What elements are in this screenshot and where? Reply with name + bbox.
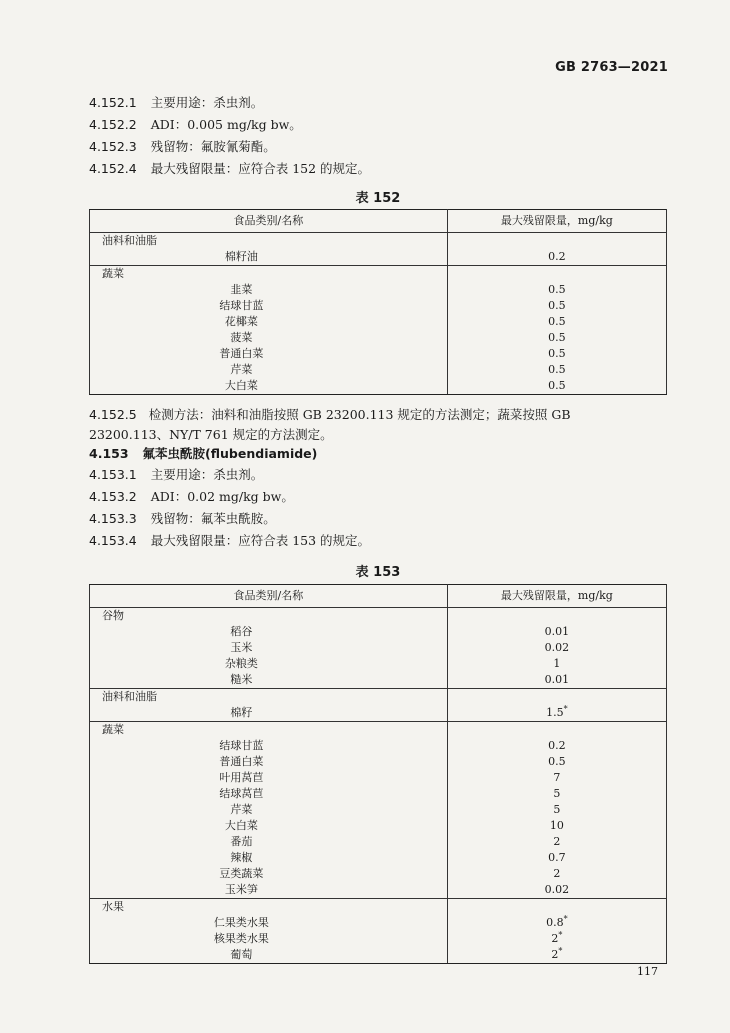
clause-text: 最大残留限量：应符合表 153 的规定。 — [150, 533, 371, 548]
table-row — [90, 656, 667, 672]
category-row — [90, 233, 667, 250]
food-name: 大白菜 — [90, 818, 448, 834]
clause-text: 主要用途：杀虫剂。 — [150, 95, 264, 110]
table-row — [90, 249, 667, 266]
food-name: 大白菜 — [90, 378, 448, 395]
table-row — [90, 770, 667, 786]
category-row — [90, 266, 667, 283]
limit-value: 1.5 — [546, 706, 564, 719]
clause-4-153-2 — [89, 488, 294, 506]
limit-value: 2 — [551, 932, 559, 945]
category-row — [90, 722, 667, 739]
footnote-marker: * — [558, 946, 563, 956]
clause-4-152-1 — [89, 94, 263, 112]
food-name: 菠菜 — [90, 330, 448, 346]
food-name: 番茄 — [90, 834, 448, 850]
column-header-food: 食品类别/名称 — [90, 585, 448, 608]
section-title: 氟苯虫酰胺(flubendiamide) — [142, 446, 318, 461]
food-name: 普通白菜 — [90, 346, 448, 362]
limit-cell — [447, 786, 666, 802]
table-153 — [89, 584, 667, 964]
limit-value: 2 — [551, 948, 559, 961]
column-header-limit: 最大残留限量，mg/kg — [447, 210, 666, 233]
limit-value: 0.2 — [548, 250, 566, 263]
limit-cell — [447, 705, 666, 722]
food-name: 花椰菜 — [90, 314, 448, 330]
section-number: 4.153 — [89, 446, 129, 461]
food-name: 叶用莴苣 — [90, 770, 448, 786]
table-row — [90, 705, 667, 722]
footnote-marker: * — [563, 704, 568, 714]
column-header-food: 食品类别/名称 — [90, 210, 448, 233]
clause-number: 4.152.2 — [89, 117, 137, 132]
table-152-title: 表 152 — [355, 191, 401, 206]
empty-cell — [447, 899, 666, 916]
limit-cell — [447, 346, 666, 362]
clause-number: 4.153.1 — [89, 467, 137, 482]
clause-number: 4.153.3 — [89, 511, 137, 526]
category-label: 水果 — [90, 899, 448, 916]
clause-text: 残留物：氟苯虫酰胺。 — [150, 511, 276, 526]
clause-text: 最大残留限量：应符合表 152 的规定。 — [150, 161, 371, 176]
clause-4-152-2 — [89, 116, 302, 134]
table-row — [90, 346, 667, 362]
food-name: 结球甘蓝 — [90, 298, 448, 314]
clause-number: 4.152.5 — [89, 407, 137, 422]
limit-value: 0.02 — [544, 883, 570, 896]
category-label: 油料和油脂 — [90, 233, 448, 250]
limit-cell — [447, 738, 666, 754]
limit-cell — [447, 802, 666, 818]
limit-value: 0.5 — [548, 379, 566, 392]
category-label: 蔬菜 — [90, 266, 448, 283]
limit-cell — [447, 624, 666, 640]
table-152 — [89, 209, 667, 395]
limit-cell — [447, 330, 666, 346]
category-label: 谷物 — [90, 608, 448, 625]
clause-text: 检测方法：油料和油脂按照 GB 23200.113 规定的方法测定；蔬菜按照 GB 23200.113、NY/T 761 规定的方法测定。 — [89, 407, 571, 442]
food-name: 核果类水果 — [90, 931, 448, 947]
limit-value: 2 — [553, 835, 561, 848]
clause-4-153-3 — [89, 510, 276, 528]
limit-cell — [447, 640, 666, 656]
limit-value: 7 — [553, 771, 561, 784]
food-name: 糙米 — [90, 672, 448, 689]
food-name: 棉籽油 — [90, 249, 448, 266]
footnote-marker: * — [563, 914, 568, 924]
section-heading-4-153 — [89, 445, 317, 463]
limit-cell — [447, 770, 666, 786]
footnote-marker: * — [558, 930, 563, 940]
table-row — [90, 330, 667, 346]
limit-value: 0.01 — [544, 625, 570, 638]
empty-cell — [447, 689, 666, 706]
table-row — [90, 947, 667, 964]
food-name: 结球甘蓝 — [90, 738, 448, 754]
clause-number: 4.153.4 — [89, 533, 137, 548]
limit-cell — [447, 672, 666, 689]
table-row — [90, 931, 667, 947]
limit-value: 2 — [553, 867, 561, 880]
table-row — [90, 314, 667, 330]
category-row — [90, 899, 667, 916]
limit-cell — [447, 947, 666, 964]
limit-cell — [447, 850, 666, 866]
limit-value: 5 — [553, 787, 561, 800]
table-row — [90, 882, 667, 899]
table-row — [90, 624, 667, 640]
clause-4-152-3 — [89, 138, 276, 156]
food-name: 结球莴苣 — [90, 786, 448, 802]
limit-cell — [447, 362, 666, 378]
limit-cell — [447, 378, 666, 395]
clause-number: 4.152.4 — [89, 161, 137, 176]
table-row — [90, 818, 667, 834]
limit-value: 0.2 — [548, 739, 566, 752]
limit-cell — [447, 754, 666, 770]
clause-number: 4.153.2 — [89, 489, 137, 504]
limit-cell — [447, 818, 666, 834]
food-name: 稻谷 — [90, 624, 448, 640]
limit-value: 0.8 — [546, 916, 564, 929]
limit-cell — [447, 249, 666, 266]
limit-value: 0.5 — [548, 347, 566, 360]
category-row — [90, 608, 667, 625]
limit-value: 0.7 — [548, 851, 566, 864]
limit-value: 0.5 — [548, 755, 566, 768]
food-name: 豆类蔬菜 — [90, 866, 448, 882]
paragraph-4-152-5 — [89, 405, 644, 445]
food-name: 辣椒 — [90, 850, 448, 866]
table-row — [90, 802, 667, 818]
limit-value: 0.5 — [548, 331, 566, 344]
table-row — [90, 834, 667, 850]
food-name: 仁果类水果 — [90, 915, 448, 931]
limit-value: 1 — [553, 657, 561, 670]
food-name: 普通白菜 — [90, 754, 448, 770]
limit-value: 0.5 — [548, 283, 566, 296]
limit-cell — [447, 656, 666, 672]
table-row — [90, 754, 667, 770]
table-row — [90, 915, 667, 931]
limit-cell — [447, 298, 666, 314]
food-name: 玉米笋 — [90, 882, 448, 899]
limit-cell — [447, 882, 666, 899]
clause-number: 4.152.3 — [89, 139, 137, 154]
limit-cell — [447, 915, 666, 931]
limit-value: 0.02 — [544, 641, 570, 654]
food-name: 芹菜 — [90, 802, 448, 818]
table-row — [90, 786, 667, 802]
limit-value: 0.01 — [544, 673, 570, 686]
limit-value: 0.5 — [548, 315, 566, 328]
food-name: 葡萄 — [90, 947, 448, 964]
table-header-row — [90, 585, 667, 608]
empty-cell — [447, 608, 666, 625]
table-row — [90, 282, 667, 298]
category-row — [90, 689, 667, 706]
clause-4-153-1 — [89, 466, 263, 484]
column-header-limit: 最大残留限量，mg/kg — [447, 585, 666, 608]
table-row — [90, 362, 667, 378]
table-row — [90, 738, 667, 754]
standard-code: GB 2763—2021 — [555, 60, 668, 75]
limit-cell — [447, 866, 666, 882]
limit-value: 0.5 — [548, 299, 566, 312]
category-label: 蔬菜 — [90, 722, 448, 739]
category-label: 油料和油脂 — [90, 689, 448, 706]
limit-cell — [447, 282, 666, 298]
empty-cell — [447, 266, 666, 283]
table-row — [90, 866, 667, 882]
limit-cell — [447, 314, 666, 330]
limit-value: 0.5 — [548, 363, 566, 376]
clause-text: 残留物：氟胺氰菊酯。 — [150, 139, 276, 154]
page-number: 117 — [637, 965, 658, 978]
table-row — [90, 672, 667, 689]
table-row — [90, 298, 667, 314]
table-header-row — [90, 210, 667, 233]
food-name: 玉米 — [90, 640, 448, 656]
table-153-title: 表 153 — [355, 565, 401, 580]
food-name: 芹菜 — [90, 362, 448, 378]
clause-text: ADI：0.02 mg/kg bw。 — [150, 489, 294, 504]
clause-4-152-4 — [89, 160, 370, 178]
limit-cell — [447, 834, 666, 850]
clause-text: ADI：0.005 mg/kg bw。 — [150, 117, 302, 132]
table-row — [90, 378, 667, 395]
limit-value: 10 — [549, 819, 564, 832]
table-row — [90, 640, 667, 656]
clause-number: 4.152.1 — [89, 95, 137, 110]
limit-value: 5 — [553, 803, 561, 816]
empty-cell — [447, 722, 666, 739]
clause-text: 主要用途：杀虫剂。 — [150, 467, 264, 482]
food-name: 棉籽 — [90, 705, 448, 722]
empty-cell — [447, 233, 666, 250]
limit-cell — [447, 931, 666, 947]
food-name: 杂粮类 — [90, 656, 448, 672]
table-row — [90, 850, 667, 866]
food-name: 韭菜 — [90, 282, 448, 298]
clause-4-153-4 — [89, 532, 370, 550]
